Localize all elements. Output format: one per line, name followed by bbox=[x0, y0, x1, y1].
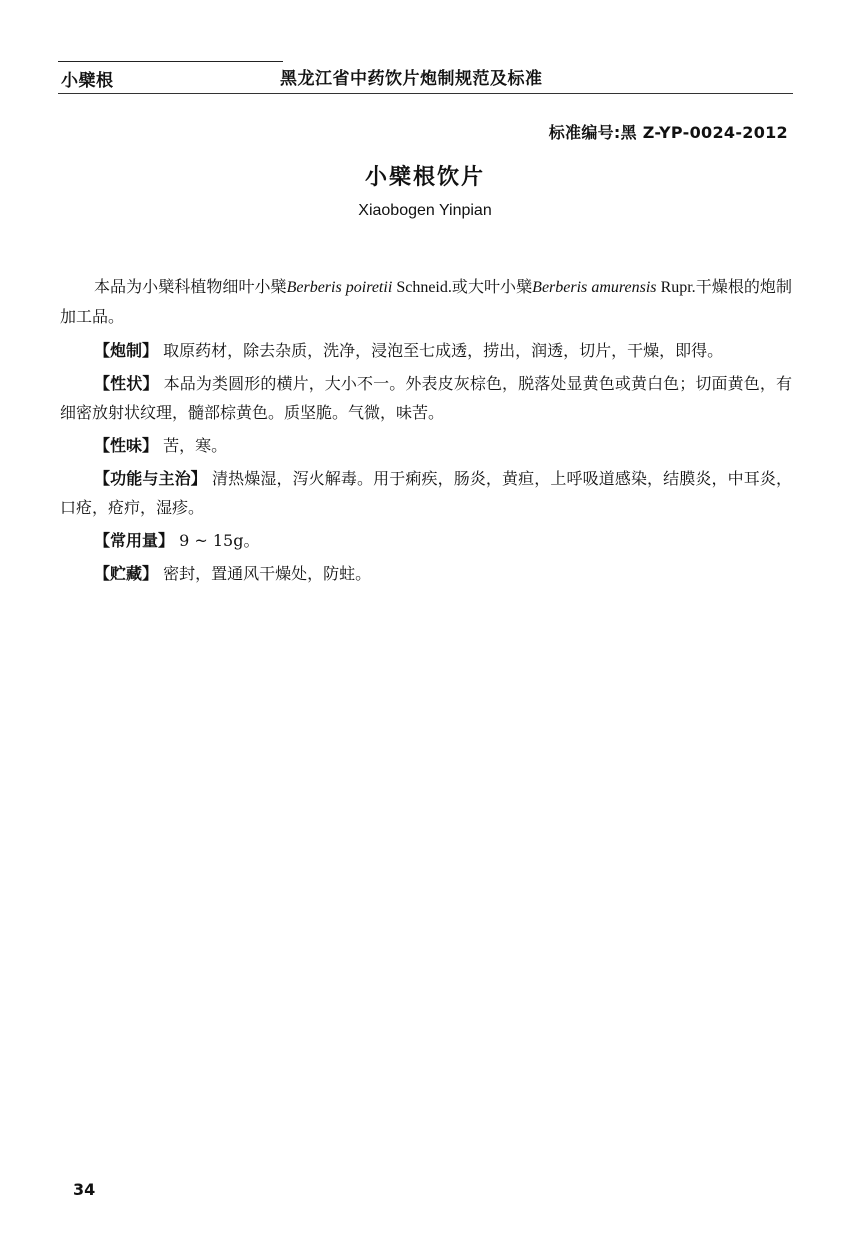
intro-text-3: Rupr.干燥根的炮制加工品。 bbox=[60, 279, 792, 326]
section-label: 【常用量】 bbox=[94, 531, 175, 550]
header-book-title: 黑龙江省中药饮片炮制规范及标准 bbox=[280, 69, 543, 89]
section-text: 清热燥湿，泻火解毒。用于痢疾，肠炎，黄疸，上呼吸道感染，结膜炎，中耳炎，口疮，疮疖，湿疹。 bbox=[60, 469, 792, 517]
latin-name-2: Berberis amurensis bbox=[532, 279, 657, 296]
page-subtitle-pinyin: Xiaobogen Yinpian bbox=[358, 202, 492, 219]
document-body bbox=[60, 272, 792, 588]
header-section-title: 小檗根 bbox=[61, 71, 114, 91]
section-label: 【炮制】 bbox=[94, 341, 159, 360]
header-bottom-rule bbox=[58, 93, 793, 94]
page-title: 小檗根饮片 bbox=[364, 165, 485, 190]
section-functions-indications bbox=[60, 464, 792, 522]
section-label: 【贮藏】 bbox=[94, 564, 159, 583]
intro-text-2: Schneid.或大叶小檗 bbox=[392, 279, 533, 296]
section-storage bbox=[60, 559, 792, 588]
section-text: 本品为类圆形的横片，大小不一。外表皮灰棕色，脱落处显黄色或黄白色；切面黄色，有细密放射状纹理，髓部棕黄色。质坚脆。气微，味苦。 bbox=[60, 374, 792, 422]
page-number: 34 bbox=[73, 1180, 96, 1199]
section-text: 取原药材，除去杂质，洗净，浸泡至七成透，捞出，润透，切片，干燥，即得。 bbox=[163, 341, 724, 360]
section-description bbox=[60, 369, 792, 427]
section-text: 密封，置通风干燥处，防蛀。 bbox=[163, 564, 372, 583]
section-nature-flavor bbox=[60, 431, 792, 460]
section-label: 【性状】 bbox=[94, 374, 159, 393]
section-text: 9 ~ 15g。 bbox=[179, 531, 260, 550]
section-label: 【功能与主治】 bbox=[94, 469, 207, 488]
intro-paragraph bbox=[60, 272, 792, 332]
section-text: 苦，寒。 bbox=[163, 436, 228, 455]
standard-number: 标准编号:黑 Z-YP-0024-2012 bbox=[548, 123, 788, 142]
intro-text-1: 本品为小檗科植物细叶小檗 bbox=[94, 277, 287, 296]
section-dosage bbox=[60, 526, 792, 555]
section-processing bbox=[60, 336, 792, 365]
latin-name-1: Berberis poiretii bbox=[286, 279, 393, 296]
section-label: 【性味】 bbox=[94, 436, 159, 455]
running-header bbox=[58, 58, 798, 98]
